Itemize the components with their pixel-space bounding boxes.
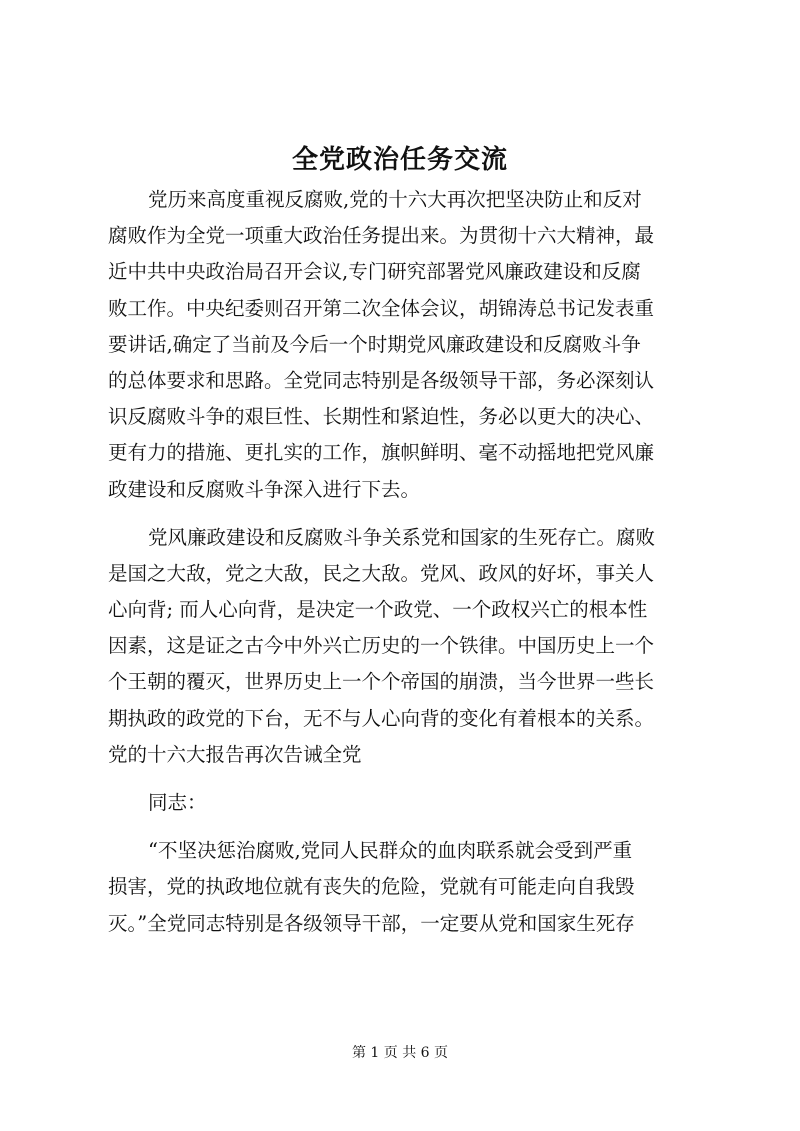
paragraph-line: 近中共中央政治局召开会议,专门研究部署党风廉政建设和反腐 — [108, 260, 641, 284]
paragraph-4 — [108, 833, 708, 942]
paragraph-line: 党的十六大报告再次告诫全党 — [108, 742, 362, 766]
paragraph-line: 灭。”全党同志特别是各级领导干部，一定要从党和国家生死存 — [108, 911, 635, 935]
document-title: 全党政治任务交流 — [291, 145, 508, 175]
paragraph-spacer — [108, 508, 708, 520]
paragraph-spacer — [108, 773, 708, 785]
paragraph-line: 期执政的政党的下台，无不与人心向背的变化有着根本的关系。 — [108, 706, 655, 730]
paragraph-spacer — [108, 821, 708, 833]
paragraph-3 — [108, 785, 708, 821]
paragraph-line: 同志： — [148, 791, 207, 814]
paragraph-line: 是国之大敌，党之大敌，民之大敌。党风、政风的好坏，事关人 — [108, 561, 655, 585]
paragraph-line: 腐败作为全党一项重大政治任务提出来。为贯彻十六大精神，最 — [108, 224, 655, 248]
paragraph-line: 政建设和反腐败斗争深入进行下去。 — [108, 477, 421, 501]
paragraph-line: 党风廉政建设和反腐败斗争关系党和国家的生死存亡。腐败 — [148, 525, 656, 549]
paragraph-line: 识反腐败斗争的艰巨性、长期性和紧迫性，务必以更大的决心、 — [108, 405, 655, 429]
page-number-indicator: 第 1 页 共 6 页 — [351, 1045, 449, 1061]
paragraph-line: 因素，这是证之古今中外兴亡历史的一个铁律。中国历史上一个 — [108, 634, 655, 658]
paragraph-line: 要讲话,确定了当前及今后一个时期党风廉政建设和反腐败斗争 — [108, 332, 641, 356]
paragraph-line: 个王朝的覆灭，世界历史上一个个帝国的崩溃，当今世界一些长 — [108, 670, 655, 694]
paragraph-line: 心向背; 而人心向背，是决定一个政党、一个政权兴亡的根本性 — [108, 598, 648, 622]
paragraph-line: 的总体要求和思路。全党同志特别是各级领导干部，务必深刻认 — [108, 368, 655, 392]
paragraph-1 — [108, 182, 708, 508]
paragraph-line: 更有力的措施、更扎实的工作，旗帜鲜明、毫不动摇地把党风廉 — [108, 441, 655, 465]
paragraph-line: “不坚决惩治腐败,党同人民群众的血肉联系就会受到严重 — [148, 839, 633, 863]
paragraph-line: 党历来高度重视反腐败,党的十六大再次把坚决防止和反对 — [148, 188, 642, 211]
document-body — [108, 182, 708, 942]
paragraph-line: 败工作。中央纪委则召开第二次全体会议，胡锦涛总书记发表重 — [108, 296, 655, 320]
paragraph-line: 损害，党的执政地位就有丧失的危险，党就有可能走向自我毁 — [108, 875, 635, 899]
paragraph-2 — [108, 520, 708, 773]
page-footer — [0, 1043, 800, 1063]
